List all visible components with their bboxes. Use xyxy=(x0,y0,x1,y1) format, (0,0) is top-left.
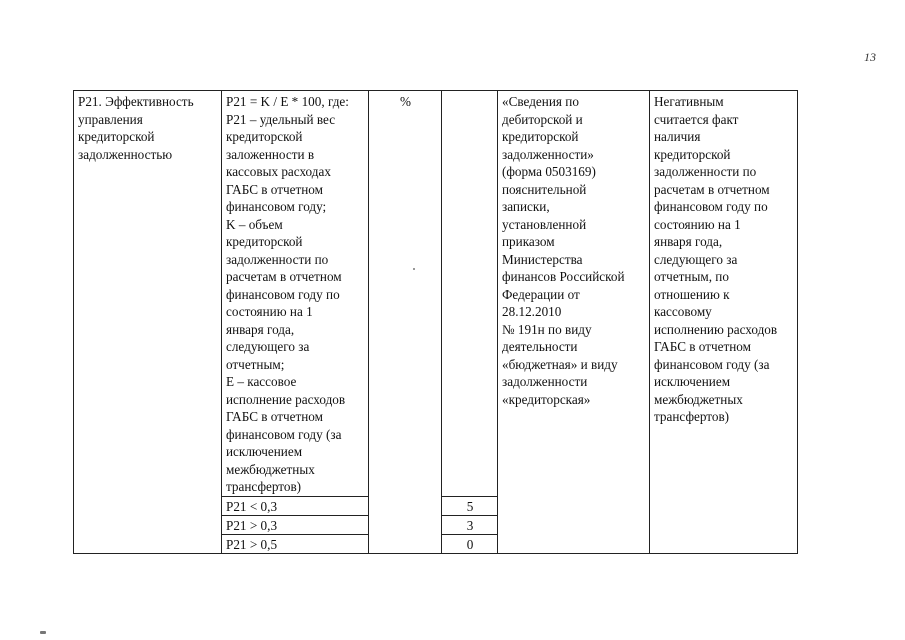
scan-speck xyxy=(413,268,415,270)
score-points: 0 xyxy=(442,534,498,553)
score-condition: P21 > 0,5 xyxy=(222,534,369,553)
formula-cell: P21 = K / E * 100, где: P21 – удельный вес кредиторской заложенности в кассовых расходах ГАБС в отчетном финансовом году; K – объем кредиторской задолженности по расчетам в отчетном финансовом году по состоянию на 1 января года, следующего за отчетным; E – кассовое исполнение расходов ГАБС в отчетном финансовом году (за исключением межбюджетных трансфертов) xyxy=(222,91,369,497)
points-empty-cell xyxy=(442,91,498,497)
source-cell: «Сведения по дебиторской и кредиторской задолженности» (форма 0503169) пояснительной записки, установленной приказом Министерства финансов Российской Федерации от 28.12.2010 № 191н по виду деятельности «бюджетная» и виду задолженности «кредиторская» xyxy=(498,91,650,554)
indicator-row xyxy=(74,91,798,497)
page-number: 13 xyxy=(864,50,876,64)
criteria-table xyxy=(73,90,798,554)
score-condition: P21 > 0,3 xyxy=(222,515,369,534)
indicator-name-cell: P21. Эффективность управления кредиторской задолженностью xyxy=(74,91,222,554)
score-points: 5 xyxy=(442,496,498,515)
score-condition: P21 < 0,3 xyxy=(222,496,369,515)
score-points: 3 xyxy=(442,515,498,534)
unit-cell: % xyxy=(369,91,442,554)
scan-speck xyxy=(40,631,46,634)
comment-cell: Негативным считается факт наличия кредиторской задолженности по расчетам в отчетном финансовом году по состоянию на 1 января года, следующего за отчетным, по отношению к кассовому исполнению расходов ГАБС в отчетном финансовом году (за исключением межбюджетных трансфертов) xyxy=(650,91,798,554)
